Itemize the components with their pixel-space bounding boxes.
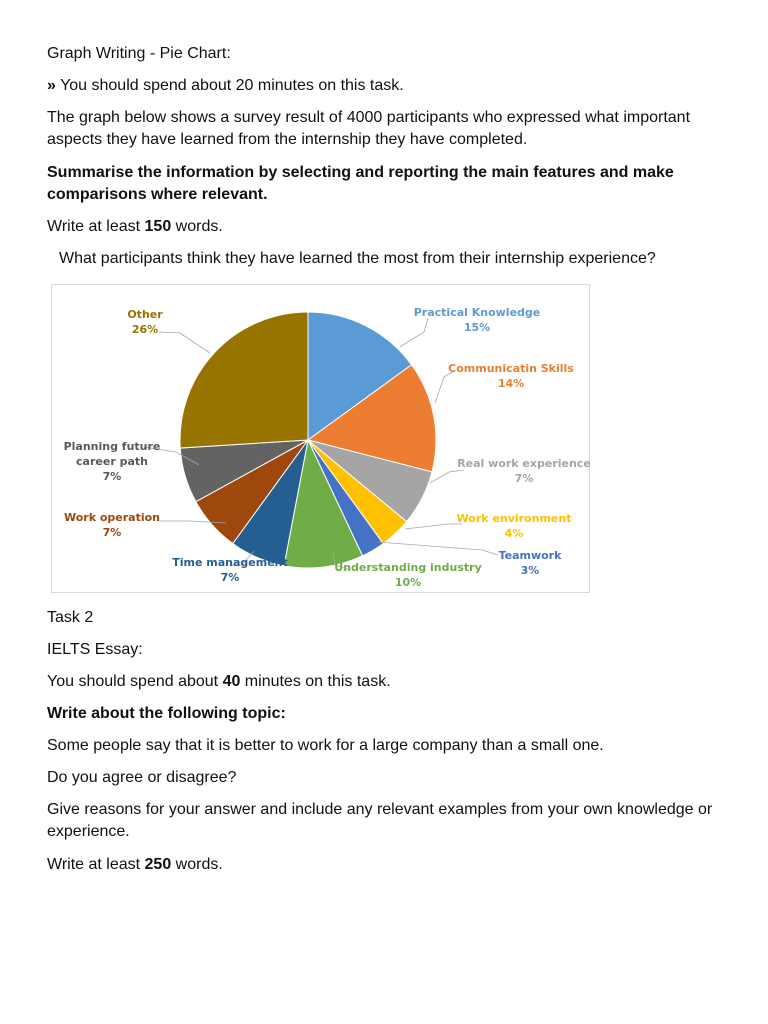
task1-word-count — [47, 216, 223, 238]
slice-label-communicatin-skills: Communicatin Skills — [448, 362, 574, 375]
word-count-suffix: words. — [171, 856, 223, 873]
task2-heading: Task 2 — [47, 609, 94, 626]
slice-value-time-management: 7% — [220, 571, 240, 584]
time-suffix: minutes on this task. — [240, 673, 391, 690]
bullet-mark: » — [47, 77, 56, 94]
slice-value-teamwork: 3% — [520, 564, 540, 577]
topic-instruction: Write about the following topic: — [47, 705, 286, 722]
task1-instruction: Summarise the information by selecting and reporting the main features and make comparisons where relevant. — [47, 164, 674, 203]
slice-label-time-management: Time management — [172, 556, 288, 569]
pie-slice-other — [180, 312, 308, 448]
task2-word-count — [47, 854, 223, 876]
task1-description: The graph below shows a survey result of 4000 participants who expressed what important aspects they have learned from the internship they have completed. — [47, 109, 691, 148]
time-prefix: You should spend about — [47, 673, 223, 690]
slice-label-understanding-industry: Understanding industry — [334, 561, 482, 574]
word-count-prefix: Write at least — [47, 856, 145, 873]
chart-question: What participants think they have learned the most from their internship experience? — [59, 250, 656, 267]
slice-label-planning-future-career-path-line1: Planning future — [63, 440, 161, 453]
word-count-prefix: Write at least — [47, 218, 145, 235]
slice-label-other: Other — [127, 308, 163, 321]
slice-value-communicatin-skills: 14% — [497, 377, 525, 390]
pie-chart-frame — [51, 284, 590, 593]
slice-value-planning-future-career-path: 7% — [102, 470, 122, 483]
leader-line-communicatin-skills — [435, 371, 454, 403]
slice-value-practical-knowledge: 15% — [463, 321, 491, 334]
time-note-text: You should spend about 20 minutes on this task. — [60, 77, 404, 94]
word-count-suffix: words. — [171, 218, 223, 235]
slice-label-work-operation: Work operation — [63, 511, 161, 524]
pie-chart — [52, 285, 591, 594]
essay-statement: Some people say that it is better to work for a large company than a small one. — [47, 737, 604, 754]
slice-value-work-operation: 7% — [102, 526, 122, 539]
leader-line-practical-knowledge — [400, 318, 428, 347]
time-note — [47, 75, 404, 97]
task1-heading: Graph Writing - Pie Chart: — [47, 45, 231, 62]
word-count-number: 250 — [144, 856, 172, 873]
leader-line-teamwork — [378, 542, 498, 555]
slice-label-real-work-experience: Real work experience — [457, 457, 591, 470]
word-count-number: 150 — [144, 218, 172, 235]
slice-value-understanding-industry: 10% — [394, 576, 422, 589]
slice-value-real-work-experience: 7% — [514, 472, 534, 485]
time-number: 40 — [222, 673, 241, 690]
slice-label-planning-future-career-path-line2: career path — [76, 455, 148, 468]
leader-line-work-environment — [405, 524, 462, 529]
leader-line-real-work-experience — [430, 470, 464, 483]
slice-label-practical-knowledge: Practical Knowledge — [413, 306, 541, 319]
slice-value-work-environment: 4% — [504, 527, 524, 540]
task2-subheading: IELTS Essay: — [47, 641, 143, 658]
essay-question: Do you agree or disagree? — [47, 769, 237, 786]
leader-line-other — [159, 332, 210, 353]
essay-reasons: Give reasons for your answer and include any relevant examples from your own knowledge or experience. — [47, 801, 713, 840]
slice-value-other: 26% — [131, 323, 159, 336]
slice-label-work-environment: Work environment — [456, 512, 572, 525]
slice-label-teamwork: Teamwork — [498, 549, 562, 562]
task2-time-note — [47, 671, 391, 693]
